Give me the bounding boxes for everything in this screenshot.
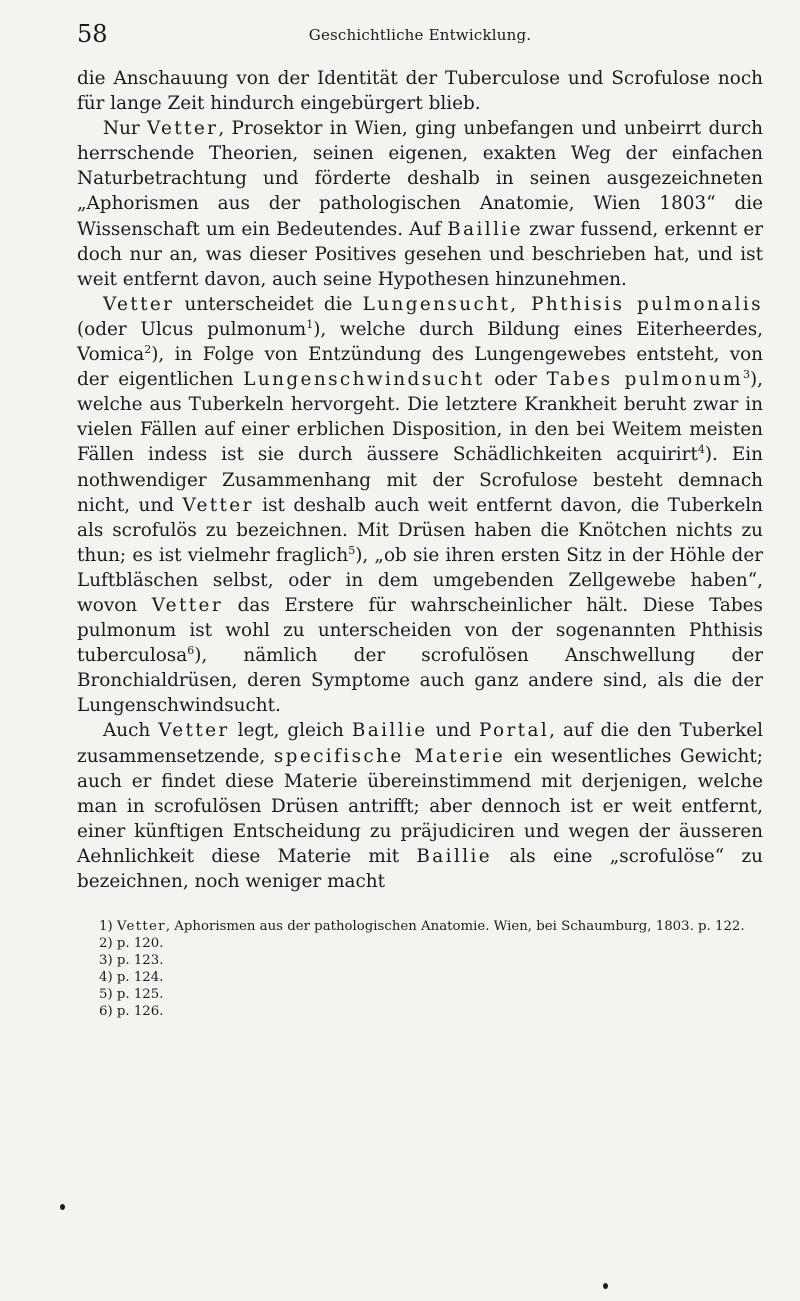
spaced-name: Lungensucht, Phthisis pulmonalis (362, 293, 763, 315)
spaced-name: specifische Materie (273, 745, 506, 767)
paragraph (77, 116, 763, 292)
text-run: ), in Folge von Entzündung des Lungengewebes entsteht, von der eigentlichen (77, 344, 763, 391)
footnote-ref: 3 (742, 368, 750, 382)
paragraph (77, 66, 763, 116)
spaced-name: Portal (478, 720, 550, 742)
text-run: 3) p. 123. (99, 953, 164, 969)
footnote (77, 952, 763, 969)
paragraph (77, 718, 763, 894)
margin-ink-dot (60, 1204, 65, 1210)
text-run: ein wesentliches Gewicht; auch er findet diese Materie übereinstimmend mit derjenigen, welche man in scrofulösen Drüsen antrifft; aber dennoch ist er weit entfernt, einer künftigen Entscheidung zu präjudiciren und wegen der äusseren Aehnlichkeit diese Materie mit (77, 745, 763, 867)
footnote-ref: 4 (697, 443, 705, 457)
text-run: 5) p. 125. (99, 987, 164, 1003)
text-run: legt, gleich (229, 720, 352, 742)
text-run: ), „ob sie ihren ersten Sitz in der Höhle der Luftbläschen selbst, oder in dem umgebenden Zellgewebe haben“, wovon (77, 544, 763, 616)
footnote (77, 918, 763, 935)
spaced-name: Baillie (447, 218, 523, 240)
text-run: , auf die den Tuberkel zusammensetzende, (77, 720, 763, 767)
text-run: und (427, 720, 479, 742)
text-run: ), welche durch Bildung eines Eiterheerdes, Vomica (77, 318, 763, 366)
spaced-name: Vetter (158, 720, 230, 742)
text-run: (oder Ulcus pulmonum (77, 318, 307, 340)
footnote (77, 935, 763, 952)
footnote (77, 986, 763, 1003)
spaced-name: Vetter (182, 494, 254, 516)
spaced-name: Vetter (116, 919, 166, 935)
footnote-ref: 5 (348, 543, 356, 557)
text-run: unterscheidet die (174, 293, 363, 315)
text-run: 2) p. 120. (99, 936, 164, 952)
spaced-name: Vetter (151, 594, 224, 616)
text-run: oder (484, 369, 547, 391)
footnote-ref: 2 (144, 343, 152, 357)
text-run: 1) (99, 919, 117, 935)
spaced-name: Baillie (351, 720, 428, 742)
running-head: Geschichtliche Entwicklung. (308, 26, 532, 44)
spaced-name: Lungenschwindsucht (243, 369, 485, 391)
spaced-name: Vetter (147, 118, 219, 140)
page-header (77, 20, 763, 56)
text-run: ist deshalb auch weit entfernt davon, die Tuberkeln als scrofulös zu bezeichnen. Mit Drüsen haben die Knötchen nichts zu thun; es ist vielmehr fraglich (77, 494, 763, 566)
spaced-name: Tabes pulmonum (546, 369, 743, 391)
text-run: das Erstere für wahrscheinlicher hält. Diese Tabes pulmonum ist wohl zu unterscheiden von der sogenannten Phthisis tuberculosa (77, 594, 763, 667)
footnote (77, 1003, 763, 1020)
footnote-ref: 6 (187, 644, 195, 658)
spaced-name: Vetter (103, 293, 175, 315)
book-page (77, 20, 763, 1020)
text-run: Nur (103, 118, 147, 140)
text-run: 6) p. 126. (99, 1004, 164, 1020)
text-run: als eine „scrofulöse“ zu bezeichnen, noch weniger macht (77, 845, 763, 892)
margin-ink-dot (603, 1283, 608, 1289)
body-text (77, 66, 763, 894)
footnotes (77, 918, 763, 1020)
spaced-name: Baillie (416, 845, 493, 867)
text-run: Auch (103, 720, 159, 742)
text-run: 4) p. 124. (99, 970, 164, 986)
text-run: ), welche aus Tuberkeln hervorgeht. Die letztere Krankheit beruht zwar in vielen Fällen auf einer erblichen Disposition, in den bei Weitem meisten Fällen indess ist sie durch äussere Schädlichkeiten acquirirt (77, 369, 763, 466)
text-run: ), nämlich der scrofulösen Anschwellung der Bronchialdrüsen, deren Symptome auch ganz andere sind, als die der Lungenschwindsucht. (77, 645, 763, 717)
page-number: 58 (77, 20, 108, 48)
footnote-ref: 1 (306, 317, 314, 331)
text-run: die Anschauung von der Identität der Tuberculose und Scrofulose noch für lange Zeit hindurch eingebürgert blieb. (77, 68, 763, 115)
text-run: , Prosektor in Wien, ging unbefangen und unbeirrt durch herrschende Theorien, seinen eigenen, exakten Weg der einfachen Naturbetrachtung und förderte deshalb in seinen ausgezeichneten „Aphorismen aus der pathologischen Anatomie, Wien 1803“ die Wissenschaft um ein Bedeutendes. Auf (77, 118, 763, 240)
text-run: zwar fussend, erkennt er doch nur an, was dieser Positives gesehen und beschrieben hat, und ist weit entfernt davon, auch seine Hypothesen hinzunehmen. (77, 218, 763, 290)
text-run: , Aphorismen aus der pathologischen Anatomie. Wien, bei Schaumburg, 1803. p. 122. (165, 919, 745, 935)
text-run: ). Ein nothwendiger Zusammenhang mit der Scrofulose besteht demnach nicht, und (77, 444, 763, 516)
paragraph (77, 292, 763, 719)
footnote (77, 969, 763, 986)
